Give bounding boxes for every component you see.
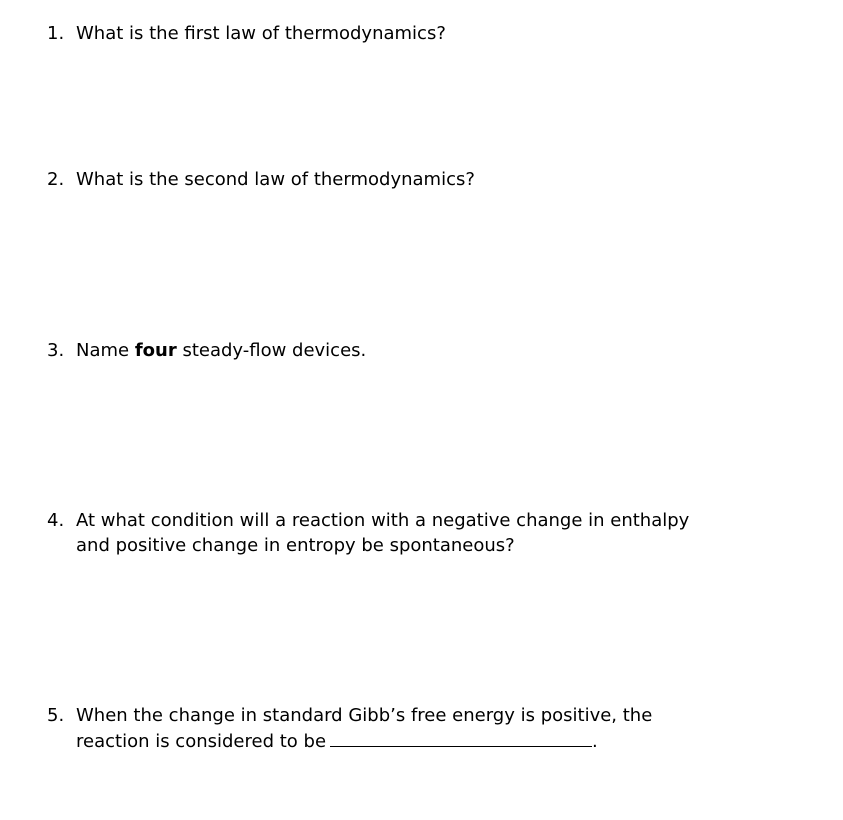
question-5 — [47, 703, 807, 754]
question-text-line-2: reaction is considered to be — [76, 731, 327, 752]
question-text-line-2: and positive change in entropy be spontaneous? — [76, 535, 515, 556]
question-number: 1. — [47, 23, 65, 44]
question-text: What is the second law of thermodynamics? — [76, 169, 475, 190]
question-number: 5. — [47, 705, 65, 726]
question-number: 3. — [47, 340, 65, 361]
question-text-prefix: Name — [76, 340, 135, 361]
question-text-suffix: steady-flow devices. — [176, 340, 367, 361]
question-end-period: . — [592, 731, 598, 752]
question-text — [76, 703, 807, 754]
question-number: 2. — [47, 169, 65, 190]
question-4 — [47, 508, 807, 558]
question-text-emphasis: four — [134, 340, 177, 361]
question-text-line-1: When the change in standard Gibb’s free energy is positive, the — [76, 705, 653, 726]
question-2 — [47, 167, 807, 192]
question-text: What is the first law of thermodynamics? — [76, 23, 446, 44]
question-text — [76, 338, 807, 363]
question-1 — [47, 21, 807, 46]
question-text — [76, 508, 807, 558]
question-number: 4. — [47, 510, 65, 531]
answer-blank[interactable] — [330, 728, 592, 747]
question-3 — [47, 338, 807, 363]
question-text-line-1: At what condition will a reaction with a negative change in enthalpy — [76, 510, 690, 531]
